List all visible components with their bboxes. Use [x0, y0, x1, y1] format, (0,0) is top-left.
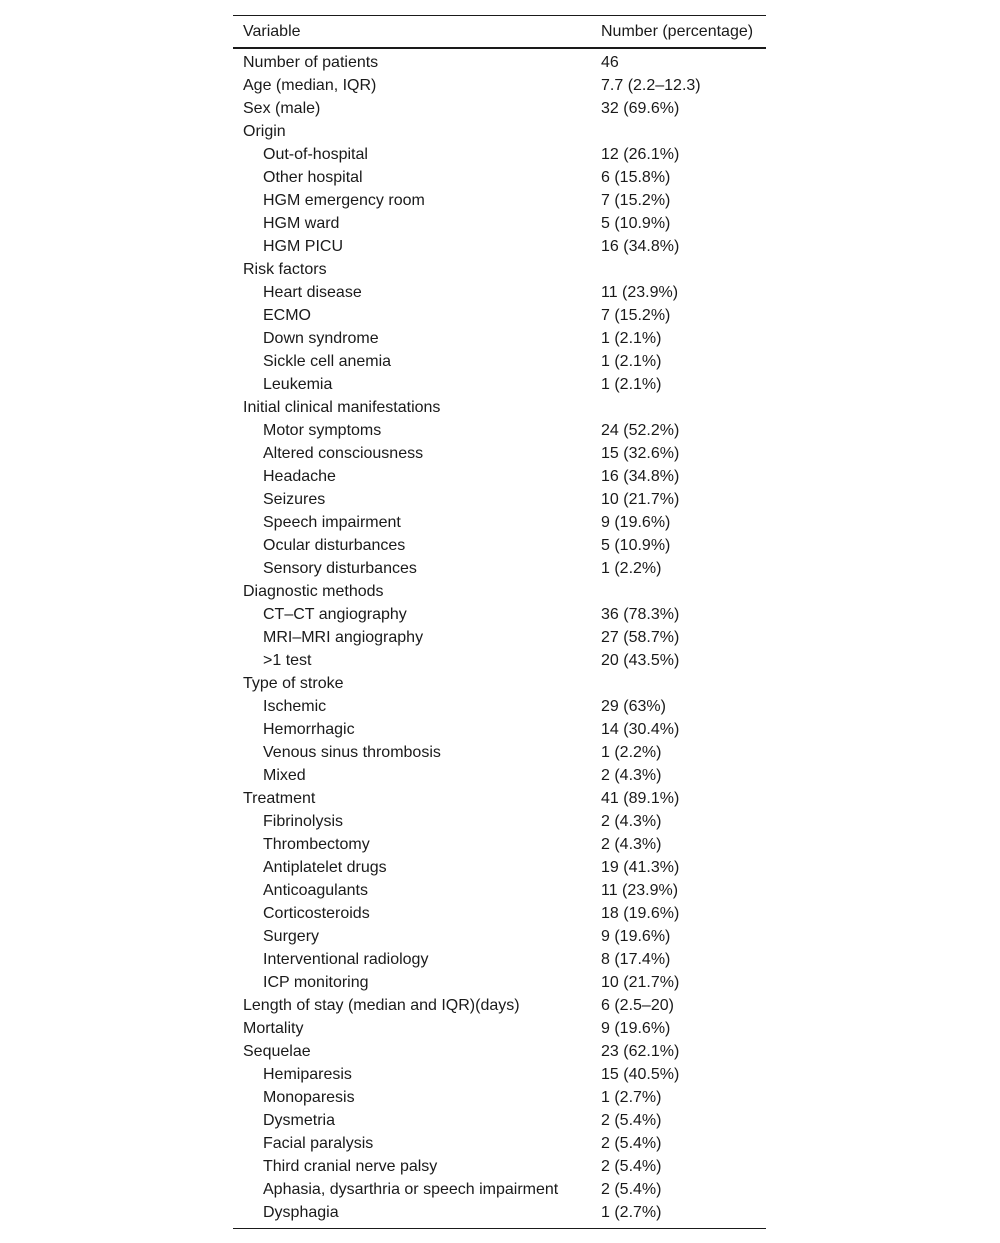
table-row-subitem: [233, 741, 766, 764]
table-row-subitem: [233, 166, 766, 189]
header-row: [233, 16, 766, 49]
variable-cell: Altered consciousness: [263, 445, 424, 462]
value-cell: 15 (40.5%): [601, 1066, 680, 1083]
variable-cell: Sickle cell anemia: [263, 353, 392, 370]
value-cell: 2 (5.4%): [601, 1158, 662, 1175]
variable-cell: MRI–MRI angiography: [263, 629, 424, 646]
value-cell: 7.7 (2.2–12.3): [601, 77, 701, 94]
variable-cell: Down syndrome: [263, 330, 379, 347]
variable-cell: HGM emergency room: [263, 192, 425, 209]
value-cell: 16 (34.8%): [601, 468, 680, 485]
patient-characteristics-table: [233, 15, 766, 1224]
variable-cell: Heart disease: [263, 284, 362, 301]
variable-cell: HGM ward: [263, 215, 340, 232]
value-cell: [601, 258, 766, 281]
variable-cell: Origin: [243, 123, 286, 140]
variable-cell: Thrombectomy: [263, 836, 370, 853]
table-row: [233, 1017, 766, 1040]
table-row: [233, 396, 766, 419]
value-cell: 2 (4.3%): [601, 767, 662, 784]
variable-cell: Type of stroke: [243, 675, 344, 692]
value-cell: 1 (2.7%): [601, 1204, 662, 1221]
table-header: [233, 16, 766, 49]
table-row-subitem: [233, 1132, 766, 1155]
table-row-subitem: [233, 1086, 766, 1109]
value-cell: 1 (2.7%): [601, 1089, 662, 1106]
value-cell: 9 (19.6%): [601, 514, 671, 531]
table-row-subitem: [233, 557, 766, 580]
value-cell: 9 (19.6%): [601, 928, 671, 945]
value-cell: 11 (23.9%): [601, 284, 679, 301]
variable-cell: Speech impairment: [263, 514, 401, 531]
table-row-subitem: [233, 810, 766, 833]
table-row-subitem: [233, 212, 766, 235]
table-row-subitem: [233, 764, 766, 787]
header-variable: Variable: [243, 23, 301, 40]
value-cell: 32 (69.6%): [601, 100, 680, 117]
value-cell: 15 (32.6%): [601, 445, 680, 462]
value-cell: 7 (15.2%): [601, 307, 671, 324]
table-row-subitem: [233, 879, 766, 902]
value-cell: [601, 580, 766, 603]
table-row-subitem: [233, 626, 766, 649]
variable-cell: Monoparesis: [263, 1089, 355, 1106]
value-cell: 14 (30.4%): [601, 721, 680, 738]
variable-cell: ECMO: [263, 307, 311, 324]
variable-cell: Leukemia: [263, 376, 333, 393]
variable-cell: Motor symptoms: [263, 422, 382, 439]
value-cell: 1 (2.2%): [601, 560, 662, 577]
value-cell: 41 (89.1%): [601, 790, 680, 807]
table-row-subitem: [233, 1109, 766, 1132]
value-cell: 10 (21.7%): [601, 491, 680, 508]
variable-cell: ICP monitoring: [263, 974, 369, 991]
variable-cell: Diagnostic methods: [243, 583, 384, 600]
variable-cell: Surgery: [263, 928, 320, 945]
table-row-subitem: [233, 856, 766, 879]
value-cell: 2 (5.4%): [601, 1181, 662, 1198]
value-cell: 6 (15.8%): [601, 169, 671, 186]
variable-cell: HGM PICU: [263, 238, 343, 255]
variable-cell: Antiplatelet drugs: [263, 859, 387, 876]
value-cell: 12 (26.1%): [601, 146, 680, 163]
value-cell: 9 (19.6%): [601, 1020, 671, 1037]
patient-characteristics-table-container: [233, 15, 766, 1229]
value-cell: 10 (21.7%): [601, 974, 680, 991]
variable-cell: Sequelae: [243, 1043, 311, 1060]
variable-cell: Number of patients: [243, 54, 379, 71]
table-row-subitem: [233, 695, 766, 718]
variable-cell: Dysmetria: [263, 1112, 336, 1129]
table-row: [233, 672, 766, 695]
variable-cell: Mortality: [243, 1020, 304, 1037]
value-cell: 1 (2.1%): [601, 353, 662, 370]
table-row-subitem: [233, 143, 766, 166]
table-row-subitem: [233, 304, 766, 327]
value-cell: 2 (4.3%): [601, 813, 662, 830]
variable-cell: Venous sinus thrombosis: [263, 744, 441, 761]
variable-cell: Sex (male): [243, 100, 321, 117]
table-row-subitem: [233, 603, 766, 626]
table-row-subitem: [233, 465, 766, 488]
value-cell: 8 (17.4%): [601, 951, 671, 968]
table-row-subitem: [233, 327, 766, 350]
table-row-subitem: [233, 649, 766, 672]
variable-cell: >1 test: [263, 652, 312, 669]
variable-cell: Other hospital: [263, 169, 363, 186]
table-row: [233, 97, 766, 120]
value-cell: 20 (43.5%): [601, 652, 680, 669]
variable-cell: Sensory disturbances: [263, 560, 417, 577]
table-row: [233, 258, 766, 281]
variable-cell: Interventional radiology: [263, 951, 429, 968]
value-cell: 5 (10.9%): [601, 537, 671, 554]
table-row: [233, 74, 766, 97]
value-cell: 16 (34.8%): [601, 238, 680, 255]
value-cell: 2 (4.3%): [601, 836, 662, 853]
variable-cell: Risk factors: [243, 261, 327, 278]
value-cell: 1 (2.2%): [601, 744, 662, 761]
variable-cell: Headache: [263, 468, 336, 485]
value-cell: 18 (19.6%): [601, 905, 680, 922]
value-cell: 2 (5.4%): [601, 1135, 662, 1152]
table-row-subitem: [233, 1063, 766, 1086]
table-row-subitem: [233, 1155, 766, 1178]
table-row-subitem: [233, 925, 766, 948]
value-cell: 2 (5.4%): [601, 1112, 662, 1129]
table-row-subitem: [233, 488, 766, 511]
table-row-subitem: [233, 189, 766, 212]
value-cell: 6 (2.5–20): [601, 997, 674, 1014]
table-row-subitem: [233, 833, 766, 856]
value-cell: 11 (23.9%): [601, 882, 679, 899]
table-row-subitem: [233, 511, 766, 534]
variable-cell: CT–CT angiography: [263, 606, 407, 623]
table-row-subitem: [233, 442, 766, 465]
table-row: [233, 1040, 766, 1063]
variable-cell: Age (median, IQR): [243, 77, 377, 94]
table-row: [233, 48, 766, 74]
table-row-subitem: [233, 281, 766, 304]
variable-cell: Ocular disturbances: [263, 537, 406, 554]
table-row-subitem: [233, 902, 766, 925]
value-cell: 1 (2.1%): [601, 330, 662, 347]
table-row-subitem: [233, 350, 766, 373]
value-cell: 36 (78.3%): [601, 606, 680, 623]
variable-cell: Mixed: [263, 767, 306, 784]
table-row: [233, 994, 766, 1017]
variable-cell: Ischemic: [263, 698, 327, 715]
variable-cell: Dysphagia: [263, 1204, 339, 1221]
variable-cell: Out-of-hospital: [263, 146, 368, 163]
value-cell: 19 (41.3%): [601, 859, 680, 876]
value-cell: 1 (2.1%): [601, 376, 662, 393]
table-row-subitem: [233, 971, 766, 994]
value-cell: 24 (52.2%): [601, 422, 680, 439]
header-number-percentage: Number (percentage): [601, 23, 754, 40]
variable-cell: Hemorrhagic: [263, 721, 355, 738]
variable-cell: Corticosteroids: [263, 905, 370, 922]
value-cell: 7 (15.2%): [601, 192, 671, 209]
table-row-subitem: [233, 419, 766, 442]
value-cell: [601, 396, 766, 419]
variable-cell: Fibrinolysis: [263, 813, 344, 830]
value-cell: 46: [601, 54, 619, 71]
variable-cell: Facial paralysis: [263, 1135, 374, 1152]
table-row-subitem: [233, 534, 766, 557]
variable-cell: Treatment: [243, 790, 316, 807]
table-body: [233, 48, 766, 1224]
value-cell: [601, 672, 766, 695]
value-cell: 23 (62.1%): [601, 1043, 680, 1060]
table-row-subitem: [233, 235, 766, 258]
variable-cell: Initial clinical manifestations: [243, 399, 441, 416]
table-row: [233, 580, 766, 603]
variable-cell: Length of stay (median and IQR)(days): [243, 997, 520, 1014]
variable-cell: Anticoagulants: [263, 882, 368, 899]
variable-cell: Aphasia, dysarthria or speech impairment: [263, 1181, 559, 1198]
variable-cell: Seizures: [263, 491, 326, 508]
table-row-subitem: [233, 948, 766, 971]
table-row-subitem: [233, 1201, 766, 1224]
value-cell: 5 (10.9%): [601, 215, 671, 232]
table-bottom-rule: [233, 1228, 766, 1229]
variable-cell: Hemiparesis: [263, 1066, 352, 1083]
value-cell: [601, 120, 766, 143]
table-row-subitem: [233, 373, 766, 396]
variable-cell: Third cranial nerve palsy: [263, 1158, 438, 1175]
value-cell: 27 (58.7%): [601, 629, 680, 646]
table-row: [233, 120, 766, 143]
table-row-subitem: [233, 718, 766, 741]
table-row-subitem: [233, 1178, 766, 1201]
value-cell: 29 (63%): [601, 698, 666, 715]
table-row: [233, 787, 766, 810]
